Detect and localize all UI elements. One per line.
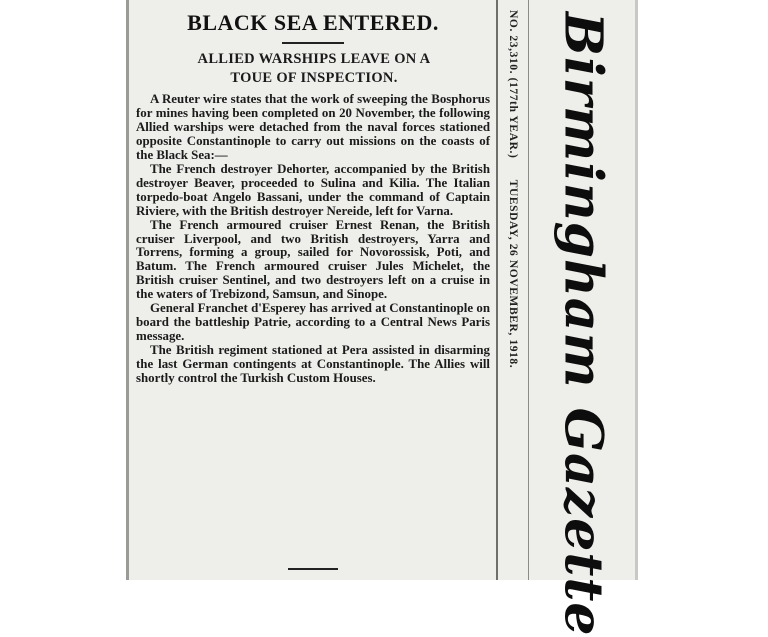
subhead-line-1: ALLIED WARSHIPS LEAVE ON A: [197, 51, 431, 67]
masthead-strip: [529, 0, 638, 637]
issue-number: NO. 23,310. (177th YEAR.): [507, 10, 519, 159]
masthead-title: Birmingham Gazette: [552, 12, 614, 637]
article-paragraph-2: The French destroyer Dehorter, accompanied by the British destroyer Beaver, proceeded to Sulina and Kilia. The Italian torpedo-boat Angelo Bassani, under the command of Captain Riviere, with the British destroyer Nereide, left for Varna.: [136, 161, 490, 218]
article-subhead: [136, 50, 492, 88]
article-headline: BLACK SEA ENTERED.: [187, 10, 439, 35]
article-paragraph-5: The British regiment stationed at Pera assisted in disarming the last German contingents at Constantinople. The Allies will shortly control the Turkish Custom Houses.: [136, 343, 490, 386]
clipping-left-edge: [126, 0, 129, 580]
end-rule: [288, 568, 338, 570]
issue-date: TUESDAY, 26 NOVEMBER, 1918.: [507, 179, 519, 369]
clipping-right-edge: [635, 0, 638, 580]
article-body: [136, 93, 490, 386]
headline-rule: [282, 42, 344, 44]
article-paragraph-1: A Reuter wire states that the work of sweeping the Bosphorus for mines having been completed on 20 November, the following Allied warships were detached from the naval forces stationed opposite Constantinople to carry out missions on the coasts of the Black Sea:—: [136, 92, 490, 162]
subhead-line-2: TOUE OF INSPECTION.: [230, 70, 398, 86]
dateline-strip: [498, 0, 528, 580]
article-paragraph-3: The French armoured cruiser Ernest Renan, the British cruiser Liverpool, and two British destroyers, Yarra and Torrens, forming a group, sailed for Novorossisk, Poti, and Batum. The French armoured cruiser Jules Michelet, the British cruiser Sentinel, and two destroyers left on a cruise in the waters of Trebizond, Samsun, and Sinope.: [136, 217, 490, 302]
dateline-text: [507, 10, 519, 386]
article-paragraph-4: General Franchet d'Esperey has arrived at Constantinople on board the battleship Patrie, according to a Central News Paris message.: [136, 301, 490, 344]
article-column: [132, 0, 494, 580]
